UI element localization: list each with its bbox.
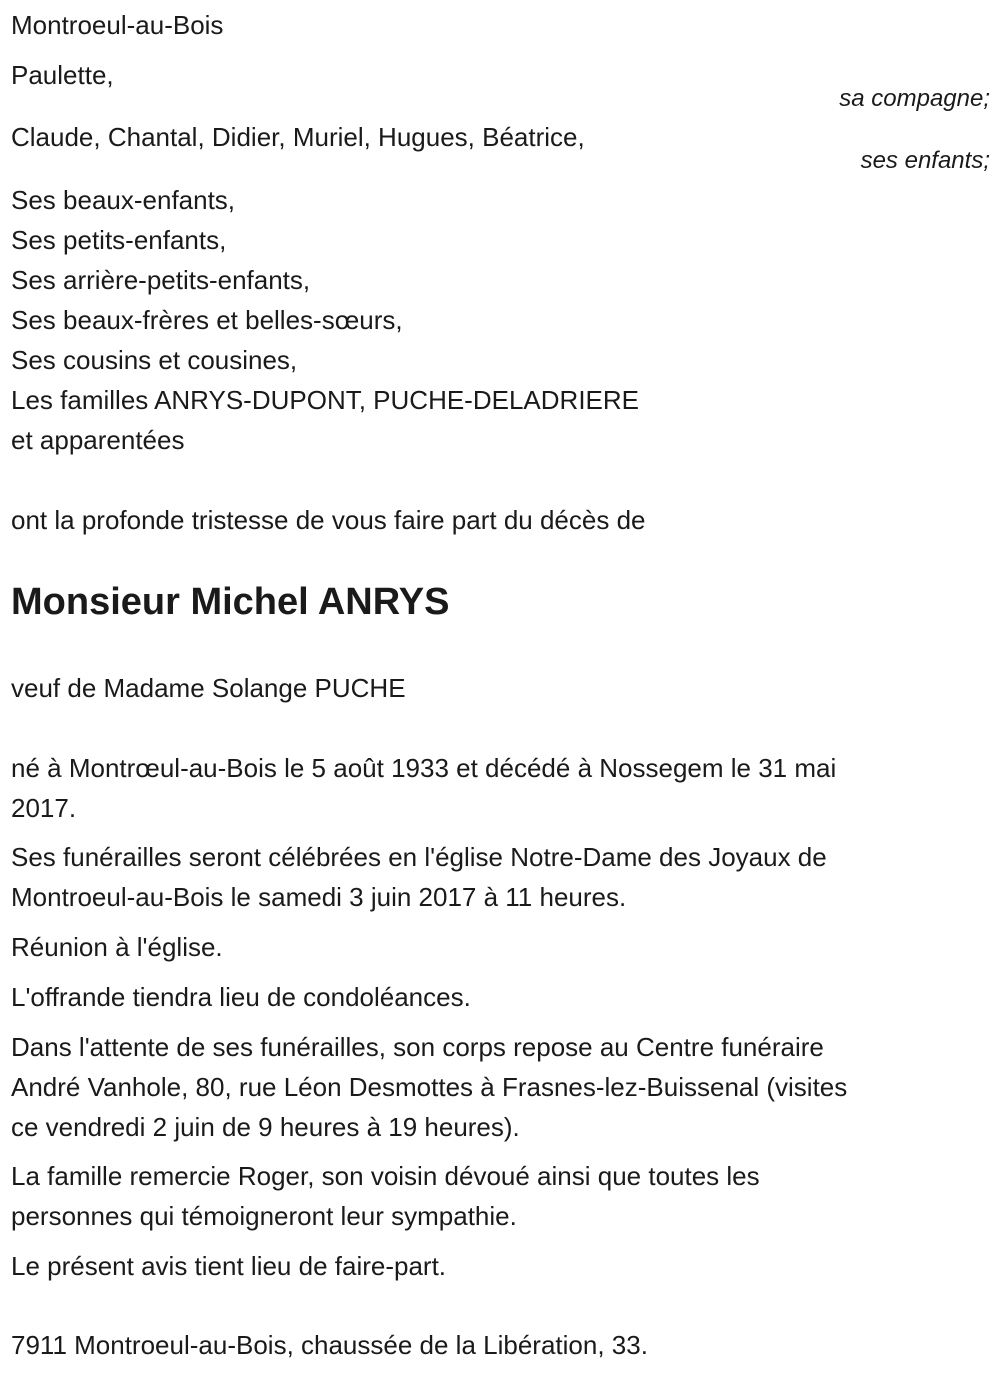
meeting: Réunion à l'église.: [11, 932, 223, 962]
rest-line: Dans l'attente de ses funérailles, son corps repose au Centre funéraire: [11, 1032, 824, 1062]
children-role: ses enfants;: [860, 147, 990, 174]
widower-of: veuf de Madame Solange PUCHE: [11, 673, 406, 703]
family-line: Ses petits-enfants,: [11, 225, 227, 255]
place-header: Montroeul-au-Bois: [11, 10, 224, 40]
notice: Le présent avis tient lieu de faire-part.: [11, 1251, 447, 1281]
funeral-line: Montroeul-au-Bois le samedi 3 juin 2017 à 11 heures.: [11, 882, 627, 912]
funeral-line: Ses funérailles seront célébrées en l'église Notre-Dame des Joyaux de: [11, 842, 827, 872]
deceased-name: Monsieur Michel ANRYS: [11, 581, 450, 623]
children-names: Claude, Chantal, Didier, Muriel, Hugues, Béatrice,: [11, 122, 585, 152]
family-line: Ses cousins et cousines,: [11, 345, 298, 375]
family-line: Ses beaux-frères et belles-sœurs,: [11, 305, 403, 335]
thanks-line: personnes qui témoigneront leur sympathie.: [11, 1201, 517, 1231]
offering: L'offrande tiendra lieu de condoléances.: [11, 982, 471, 1012]
companion-name: Paulette,: [11, 60, 114, 90]
announcement: ont la profonde tristesse de vous faire part du décès de: [11, 505, 646, 535]
address: 7911 Montroeul-au-Bois, chaussée de la Libération, 33.: [11, 1330, 648, 1360]
family-line: Les familles ANRYS-DUPONT, PUCHE-DELADRIERE: [11, 385, 639, 415]
rest-line: André Vanhole, 80, rue Léon Desmottes à Frasnes-lez-Buissenal (visites: [11, 1072, 848, 1102]
birth-death-line: né à Montrœul-au-Bois le 5 août 1933 et décédé à Nossegem le 31 mai: [11, 753, 837, 783]
family-line: Ses arrière-petits-enfants,: [11, 265, 311, 295]
rest-line: ce vendredi 2 juin de 9 heures à 19 heures).: [11, 1112, 520, 1142]
family-line: et apparentées: [11, 425, 185, 455]
birth-death-line: 2017.: [11, 793, 77, 823]
companion-role: sa compagne;: [839, 85, 990, 112]
thanks-line: La famille remercie Roger, son voisin dévoué ainsi que toutes les: [11, 1161, 760, 1191]
family-line: Ses beaux-enfants,: [11, 185, 236, 215]
